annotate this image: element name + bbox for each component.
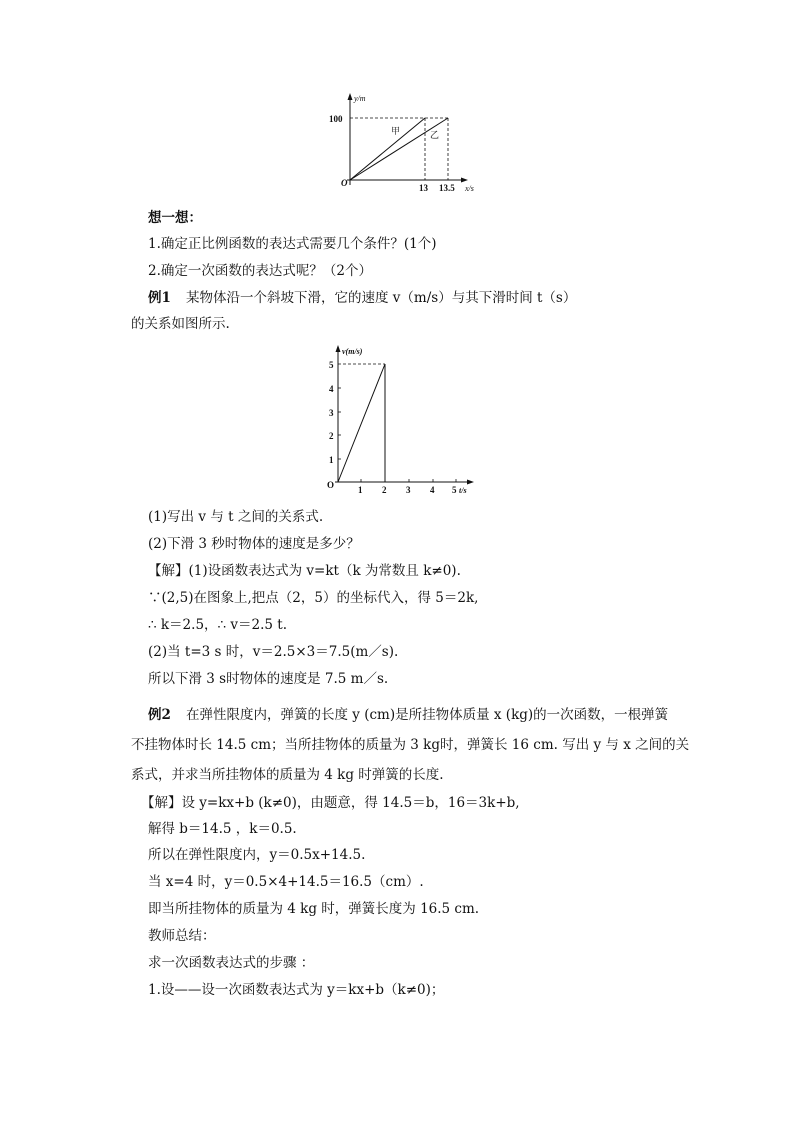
solution-2-line-3: 所以在弹性限度内，y＝0.5x+14.5. (148, 847, 366, 863)
example-2-text-2: 不挂物体时长 14.5 cm；当所挂物体的质量为 3 kg时，弹簧长 16 cm. 写出 y 与 x 之间的关 (131, 737, 690, 753)
example-2-text: 在弹性限度内，弹簧的长度 y (cm)是所挂物体质量 x (kg)的一次函数，一根弹簧 (186, 707, 669, 723)
x-tick: 4 (430, 485, 435, 495)
label-yi: 乙 (430, 130, 440, 140)
y-axis-arrow (348, 93, 353, 100)
x-axis-label: t/s (459, 486, 467, 495)
y-tick: 1 (329, 455, 334, 465)
y-tick: 5 (329, 360, 334, 370)
solution-1-line-4: (2)当 t=3 s 时，v＝2.5×3＝7.5(m／s). (148, 644, 399, 660)
y-tick: 4 (329, 384, 334, 394)
example-2-text-3: 系式，并求当所挂物体的质量为 4 kg 时弹簧的长度. (131, 767, 444, 783)
x-tick-13-5: 13.5 (439, 183, 455, 193)
y-axis-label: y/m (354, 94, 366, 103)
example-1-text-2: 的关系如图所示. (131, 316, 230, 332)
example-1-question-1: (1)写出 v 与 t 之间的关系式. (148, 509, 324, 525)
solution-2-line-5: 即当所挂物体的质量为 4 kg 时，弹簧长度为 16.5 cm. (148, 901, 480, 917)
x-axis-arrow (461, 178, 468, 183)
y-tick: 2 (329, 431, 334, 441)
example-1-question-2: (2)下滑 3 秒时物体的速度是多少？ (148, 536, 360, 552)
x-tick: 2 (382, 485, 387, 495)
question-1: 1.确定正比例函数的表达式需要几个条件？(1个) (148, 236, 437, 252)
x-tick: 3 (406, 485, 411, 495)
example-1-text: 某物体沿一个斜坡下滑，它的速度 v（m/s）与其下滑时间 t（s） (186, 290, 577, 306)
step-1: 1.设——设一次函数表达式为 y＝kx+b（k≠0)； (148, 982, 445, 998)
solution-2-line-1: 【解】设 y=kx+b (k≠0)，由题意，得 14.5＝b，16＝3k+b, (141, 795, 520, 811)
label-jia: 甲 (391, 126, 401, 136)
velocity-line (338, 364, 385, 482)
y-tick-100: 100 (329, 114, 343, 124)
y-axis-arrow (336, 345, 341, 352)
x-axis-arrow (467, 480, 474, 485)
example-2-label: 例2 (148, 707, 171, 723)
steps-title: 求一次函数表达式的步骤 ： (148, 955, 315, 971)
y-axis-label: v(m/s) (342, 347, 363, 356)
think-title: 想一想： (148, 210, 202, 226)
origin-label: O (341, 178, 348, 188)
y-tick: 3 (329, 408, 334, 418)
teacher-summary: 教师总结： (148, 928, 216, 944)
x-tick-13: 13 (419, 183, 428, 193)
distance-time-graph (329, 90, 485, 195)
solution-1-line-2: ∵(2,5)在图象上,把点（2，5）的坐标代入，得 5＝2k, (148, 590, 479, 606)
solution-2-line-4: 当 x=4 时，y＝0.5×4+14.5＝16.5（cm）. (148, 874, 424, 890)
question-2: 2.确定一次函数的表达式呢？（2个） (148, 263, 372, 279)
solution-1-line-5: 所以下滑 3 s时物体的速度是 7.5 m／s. (148, 671, 389, 687)
example-1-label: 例1 (148, 290, 171, 306)
solution-1-line-3: ∴ k＝2.5，∴ v＝2.5 t. (148, 617, 288, 633)
x-tick: 1 (358, 485, 363, 495)
x-tick: 5 (452, 485, 457, 495)
x-axis-label: x/s (465, 184, 474, 193)
velocity-time-graph (313, 340, 483, 500)
solution-1-line-1: 【解】(1)设函数表达式为 v=kt（k 为常数且 k≠0). (148, 563, 461, 579)
origin-label: O (327, 480, 335, 490)
solution-2-line-2: 解得 b＝14.5 ，k＝0.5. (148, 821, 297, 837)
line-jia (350, 118, 425, 180)
